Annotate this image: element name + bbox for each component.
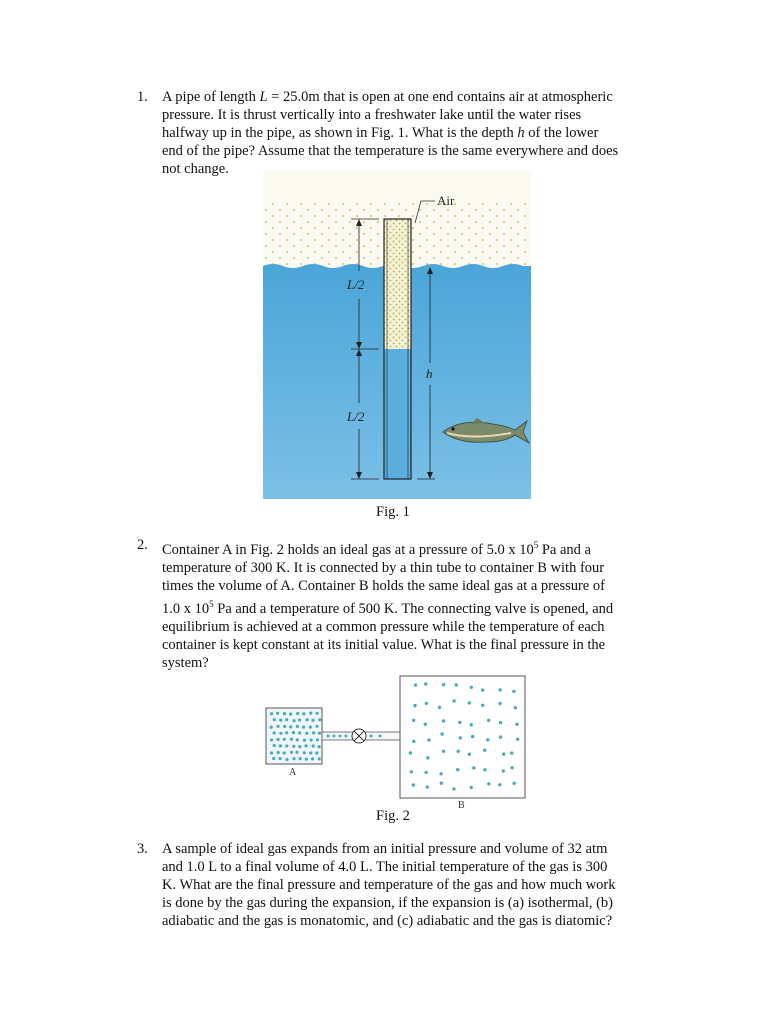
gas-molecule	[304, 744, 307, 747]
gas-molecule	[442, 750, 445, 753]
problem-2-line: system?	[162, 654, 209, 671]
gas-molecule	[302, 726, 305, 729]
gas-molecule	[318, 745, 321, 748]
gas-molecule	[456, 768, 459, 771]
problem-3-line: K. What are the final pressure and temperature of the gas and how much work	[162, 877, 616, 893]
pipe-air-dots	[384, 219, 411, 349]
gas-molecule	[309, 751, 312, 754]
gas-molecule	[499, 735, 502, 738]
gas-molecule	[318, 757, 321, 760]
gas-molecule	[302, 712, 305, 715]
problem-3-line: A sample of ideal gas expands from an initial pressure and volume of 32 atm	[162, 841, 608, 857]
gas-molecule	[514, 706, 517, 709]
gas-molecule	[487, 782, 490, 785]
problem-1-line: pressure. It is thrust vertically into a freshwater lake until the water rises	[162, 107, 582, 123]
gas-molecule	[309, 712, 312, 715]
fig1-air-label: Air	[437, 193, 455, 208]
gas-molecule	[452, 787, 455, 790]
gas-molecule	[296, 712, 299, 715]
gas-molecule	[315, 751, 318, 754]
gas-molecule	[279, 757, 282, 760]
fig1-illustration	[263, 171, 531, 499]
gas-molecule	[318, 732, 321, 735]
fig2-caption: Fig. 2	[376, 808, 410, 824]
valve-icon	[352, 729, 366, 743]
problem-3-number: 3.	[137, 841, 148, 857]
gas-molecule	[440, 782, 443, 785]
problem-1-line: end of the pipe? Assume that the temperature is the same everywhere and does	[162, 143, 619, 159]
gas-molecule	[305, 732, 308, 735]
gas-molecule	[512, 690, 515, 693]
gas-molecule	[412, 719, 415, 722]
gas-molecule	[276, 712, 279, 715]
problem-3-line: is done by the gas during the expansion, if the expansion is (a) isothermal, (b)	[162, 895, 614, 911]
gas-molecule	[283, 712, 286, 715]
gas-molecule	[298, 745, 301, 748]
gas-molecule	[305, 758, 308, 761]
gas-molecule	[516, 738, 519, 741]
gas-molecule	[502, 769, 505, 772]
gas-molecule	[442, 683, 445, 686]
fig2-label-a: A	[289, 767, 297, 778]
gas-molecule	[290, 751, 293, 754]
gas-molecule	[424, 723, 427, 726]
fig1-caption: Fig. 1	[376, 504, 410, 520]
fig1-half-label-bottom: L/2	[347, 409, 365, 424]
gas-molecule	[412, 740, 415, 743]
problem-2-line: 1.0 x $10^5$ Pa and a temperature of 500 K. The connecting valve is opened, and	[162, 598, 614, 617]
gas-molecule	[273, 731, 276, 734]
gas-molecule	[499, 688, 502, 691]
problem-2-line: temperature of 300 K. It is connected by a thin tube to container B with four	[162, 559, 605, 576]
gas-molecule	[513, 782, 516, 785]
gas-molecule	[289, 713, 292, 716]
gas-molecule	[316, 738, 319, 741]
problem-2-text	[162, 536, 662, 672]
gas-molecule	[424, 682, 427, 685]
gas-molecule	[426, 756, 429, 759]
gas-molecule	[470, 786, 473, 789]
gas-molecule	[414, 683, 417, 686]
gas-molecule	[439, 772, 442, 775]
gas-molecule	[413, 704, 416, 707]
gas-molecule	[312, 731, 315, 734]
gas-molecule	[316, 712, 319, 715]
gas-molecule	[510, 751, 513, 754]
gas-molecule	[298, 718, 301, 721]
gas-molecule	[483, 768, 486, 771]
gas-molecule	[299, 757, 302, 760]
fig2-label-b: B	[458, 800, 465, 810]
gas-molecule	[438, 706, 441, 709]
gas-molecule	[276, 738, 279, 741]
gas-molecule	[481, 688, 484, 691]
gas-molecule	[502, 752, 505, 755]
gas-molecule	[277, 751, 280, 754]
gas-molecule	[481, 704, 484, 707]
gas-molecule	[292, 745, 295, 748]
problem-2-line: equilibrium is achieved at a common pressure while the temperature of each	[162, 618, 605, 635]
gas-molecule	[296, 725, 299, 728]
problem-2-line: container is kept constant at its initial value. What is the final pressure in the	[162, 636, 606, 653]
gas-molecule	[306, 718, 309, 721]
pipe-water-column	[384, 349, 411, 479]
gas-molecule	[273, 718, 276, 721]
problem-1-line: halfway up in the pipe, as shown in Fig. 1. What is the depth h of the lower	[162, 125, 599, 141]
fig2-illustration	[258, 672, 530, 810]
gas-molecule	[468, 753, 471, 756]
problem-3-line: and 1.0 L to a final volume of 4.0 L. The initial temperature of the gas is 300	[162, 859, 608, 875]
gas-molecule	[458, 721, 461, 724]
problem-2-number: 2.	[137, 537, 148, 553]
gas-molecule	[318, 718, 321, 721]
gas-molecule	[292, 731, 295, 734]
problem-1-line: not change.	[162, 161, 229, 177]
gas-molecule	[452, 699, 455, 702]
gas-molecule	[471, 735, 474, 738]
container-a	[266, 708, 322, 764]
gas-molecule	[468, 701, 471, 704]
gas-molecule	[515, 723, 518, 726]
gas-molecule	[311, 719, 314, 722]
gas-molecule	[311, 757, 314, 760]
gas-molecule	[312, 744, 315, 747]
gas-molecule	[303, 751, 306, 754]
gas-molecule	[427, 738, 430, 741]
gas-molecule	[270, 751, 273, 754]
gas-molecule	[316, 725, 319, 728]
gas-molecule	[283, 751, 286, 754]
gas-molecule	[309, 726, 312, 729]
gas-molecule	[457, 750, 460, 753]
gas-molecule	[442, 719, 445, 722]
gas-molecule	[424, 771, 427, 774]
gas-molecule	[472, 766, 475, 769]
gas-molecule	[425, 702, 428, 705]
gas-molecule	[459, 736, 462, 739]
problem-2-line: times the volume of A. Container B holds the same ideal gas at a pressure of	[162, 577, 605, 594]
gas-molecule	[270, 738, 273, 741]
gas-molecule	[270, 712, 273, 715]
gas-molecule	[286, 758, 289, 761]
gas-molecule	[295, 751, 298, 754]
problem-3-text	[162, 840, 662, 930]
gas-molecule	[410, 770, 413, 773]
gas-molecule	[290, 738, 293, 741]
gas-molecule	[455, 683, 458, 686]
gas-molecule	[279, 732, 282, 735]
gas-molecule	[440, 732, 443, 735]
fig1-depth-label: h	[426, 366, 433, 381]
problem-1-line: A pipe of length L = 25.0m that is open at one end contains air at atmospheric	[162, 89, 613, 105]
gas-molecule	[298, 731, 301, 734]
problem-2-line: Container A in Fig. 2 holds an ideal gas at a pressure of 5.0 x $10^5$ Pa and a	[162, 540, 591, 558]
gas-molecule	[270, 726, 273, 729]
gas-molecule	[279, 744, 282, 747]
fig1-half-label-top: L/2	[347, 277, 365, 292]
gas-molecule	[272, 757, 275, 760]
gas-molecule	[296, 738, 299, 741]
gas-molecule	[470, 686, 473, 689]
gas-molecule	[292, 757, 295, 760]
gas-molecule	[498, 783, 501, 786]
gas-molecule	[276, 725, 279, 728]
gas-molecule	[289, 725, 292, 728]
gas-molecule	[310, 738, 313, 741]
problem-3-line: adiabatic and the gas is monatomic, and (c) adiabatic and the gas is diatomic?	[162, 913, 613, 929]
gas-molecule	[279, 719, 282, 722]
gas-molecule	[498, 702, 501, 705]
gas-molecule	[285, 731, 288, 734]
gas-molecule	[285, 744, 288, 747]
gas-molecule	[487, 719, 490, 722]
gas-molecule	[409, 751, 412, 754]
problem-1-number: 1.	[137, 89, 148, 105]
gas-molecule	[293, 719, 296, 722]
gas-molecule	[285, 718, 288, 721]
gas-molecule	[283, 738, 286, 741]
container-b	[400, 676, 525, 798]
gas-molecule	[426, 785, 429, 788]
gas-molecule	[470, 723, 473, 726]
gas-molecule	[412, 783, 415, 786]
gas-molecule	[483, 749, 486, 752]
problem-1-text	[162, 88, 662, 178]
gas-molecule	[303, 739, 306, 742]
gas-molecule	[283, 725, 286, 728]
gas-molecule	[510, 766, 513, 769]
gas-molecule	[273, 744, 276, 747]
gas-molecule	[486, 738, 489, 741]
gas-molecule	[499, 721, 502, 724]
